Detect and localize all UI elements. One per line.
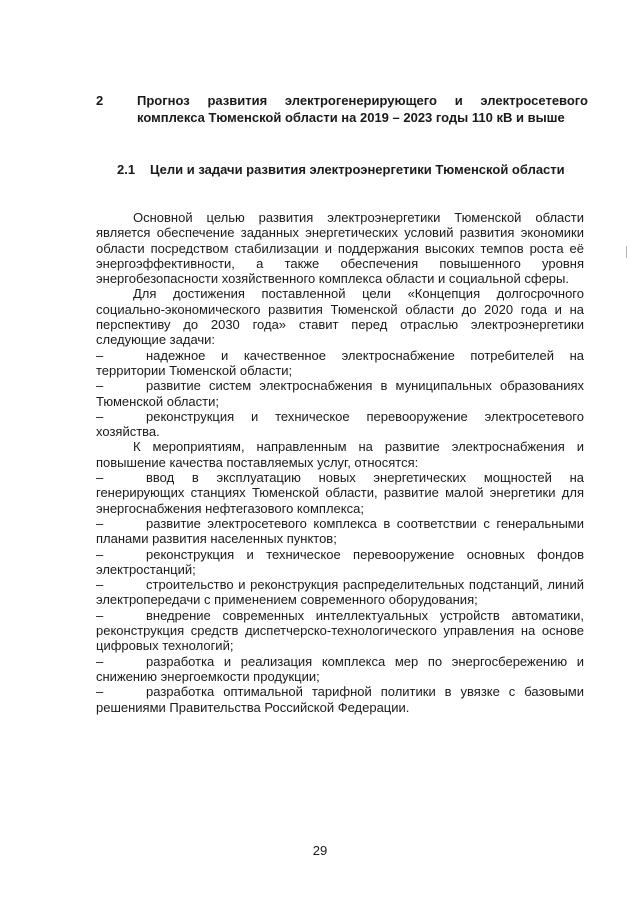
- body-text: [96, 210, 584, 715]
- subsection-title: Цели и задачи развития электроэнергетики Тюменской области: [150, 162, 565, 177]
- list-item-text: разработка и реализация комплекса мер по энергосбережению и снижению энергоемкости продукции;: [96, 653, 584, 684]
- list-item-text: реконструкция и техническое перевооружение основных фондов электростанций;: [96, 546, 584, 577]
- list-item-text: развитие электросетевого комплекса в соответствии с генеральными планами развития населенных пунктов;: [96, 515, 584, 547]
- list-bullet: –: [96, 607, 104, 623]
- list-item: [96, 516, 584, 547]
- paragraph-measures-intro: К мероприятиям, направленным на развитие электроснабжения и повышение качества поставляемых услуг, относятся:: [96, 439, 584, 470]
- list-bullet: –: [96, 653, 104, 669]
- list-item-text: разработка оптимальной тарифной политики в увязке с базовыми решениями Правительства Российской Федерации.: [96, 684, 584, 715]
- list-item-text: ввод в эксплуатацию новых энергетических мощностей на генерирующих станциях Тюменской области, развитие малой энергетики для энергоснабжения нефтегазового комплекса;: [96, 470, 584, 516]
- list-item: [96, 409, 584, 440]
- list-bullet: –: [96, 684, 104, 700]
- paragraph-tasks-intro: Для достижения поставленной цели «Концепция долгосрочного социально-экономического развития Тюменской области до 2020 года и на перспективу до 2030 года» ставит перед отраслью электроэнергетики следующие задачи:: [96, 286, 584, 348]
- subsection-heading: [117, 161, 587, 178]
- list-item-text: развитие систем электроснабжения в муниципальных образованиях Тюменской области;: [96, 378, 584, 409]
- list-item: [96, 378, 584, 409]
- list-item-text: внедрение современных интеллектуальных устройств автоматики, реконструкция средств диспетчерско-технологического управления на основе цифровых технологий;: [96, 607, 584, 654]
- list-bullet: –: [96, 577, 104, 593]
- paragraph-main-goal: Основной целью развития электроэнергетики Тюменской области является обеспечение заданных энергетических условий развития экономики области посредством стабилизации и поддержания высоких темпов роста её энергоэффективности, а также обеспечения повышенного уровня энергобезопасности хозяйственного комплекса области и социальной сферы.: [96, 210, 584, 287]
- section-number: 2: [96, 93, 104, 108]
- list-item: [96, 608, 584, 654]
- section-title: Прогноз развития электрогенерирующего и электросетевого комплекса Тюменской области на 2019 – 2023 годы 110 кВ и выше: [137, 93, 588, 125]
- list-item: [96, 547, 584, 578]
- list-item: [96, 577, 584, 608]
- list-item: [96, 654, 584, 685]
- list-bullet: –: [96, 408, 104, 424]
- list-bullet: –: [96, 347, 104, 363]
- subsection-number: 2.1: [117, 162, 136, 177]
- list-item: [96, 470, 584, 516]
- list-item: [96, 684, 584, 715]
- list-bullet: –: [96, 470, 104, 486]
- list-bullet: –: [96, 546, 104, 562]
- section-heading: [96, 92, 588, 126]
- list-item-text: надежное и качественное электроснабжение потребителей на территории Тюменской области;: [96, 347, 584, 378]
- page-number: 29: [312, 843, 328, 858]
- list-item-text: реконструкция и техническое перевооружение электросетевого хозяйства.: [96, 408, 584, 440]
- list-item: [96, 348, 584, 379]
- list-bullet: –: [96, 515, 104, 531]
- list-item-text: строительство и реконструкция распределительных подстанций, линий электропередачи с применением современного оборудования;: [96, 577, 584, 608]
- list-bullet: –: [96, 378, 104, 394]
- scan-mark: [626, 246, 627, 258]
